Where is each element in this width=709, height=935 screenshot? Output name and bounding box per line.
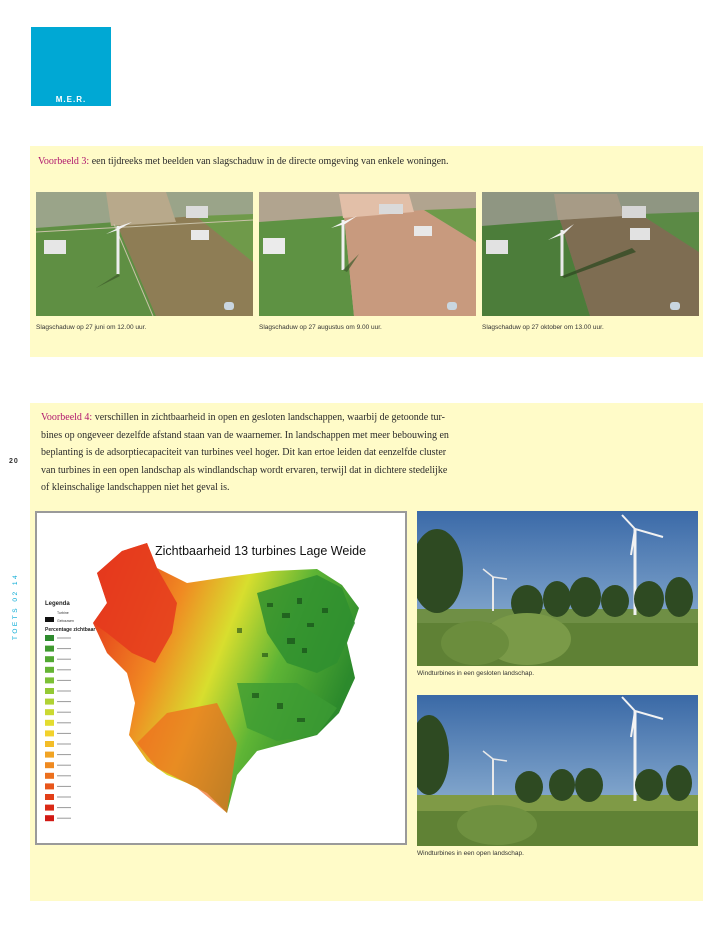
- legend-swatch: [45, 773, 54, 779]
- shadow-photo-august: [259, 192, 476, 316]
- map-title: Zichtbaarheid 13 turbines Lage Weide: [155, 544, 367, 558]
- example-3-text: een tijdreeks met beelden van slagschaduw in de directe omgeving van enkele woningen.: [89, 156, 449, 167]
- photo-caption-june: Slagschaduw op 27 juni om 12.00 uur.: [36, 324, 147, 331]
- legend-swatch: [45, 635, 54, 641]
- legend-swatch: [45, 794, 54, 800]
- legend-swatch: [45, 783, 54, 789]
- closed-landscape-caption: Windturbines in een gesloten landschap.: [417, 670, 535, 677]
- open-landscape-caption: Windturbines in een open landschap.: [417, 850, 524, 857]
- page-number: 20: [9, 458, 19, 465]
- legend-swatches: [45, 635, 71, 821]
- legend-swatch: [45, 646, 54, 652]
- example-3-lead: Voorbeeld 3:: [38, 156, 90, 167]
- legend-swatch: [45, 805, 54, 811]
- legend-swatch: [45, 677, 54, 683]
- legend-swatch: [45, 656, 54, 662]
- legend-swatch: [45, 667, 54, 673]
- legend-swatch: [45, 709, 54, 715]
- legend-swatch: [45, 762, 54, 768]
- legend-swatch: [45, 730, 54, 736]
- legend-swatch: [45, 752, 54, 758]
- example-4-intro: [41, 409, 491, 497]
- legend-title: Legenda: [45, 601, 70, 607]
- example-4-line-1: Voorbeeld 4: verschillen in zichtbaarheid in open en gesloten landschappen, waarbij de getoonde tur-: [41, 412, 445, 423]
- open-landscape-photo: [417, 695, 698, 850]
- closed-landscape-photo: [417, 511, 698, 666]
- visibility-map: [35, 511, 407, 845]
- section-tab-label: M.E.R.: [55, 95, 87, 104]
- example-4-line-3: beplanting is de adsorptiecapaciteit van turbines veel hoger. Dit kan ertoe leiden dat eenzelfde cluster: [41, 447, 447, 458]
- legend-turbine: Turbine: [57, 611, 69, 615]
- shadow-photo-june: [36, 192, 253, 316]
- example-3-intro: [38, 153, 678, 171]
- legend-swatch: [45, 688, 54, 694]
- legend-swatch: [45, 699, 54, 705]
- legend-swatch: [45, 815, 54, 821]
- photo-caption-august: Slagschaduw op 27 augustus om 9.00 uur.: [259, 324, 382, 331]
- example-4-line-2: bines op ongeveer dezelfde afstand staan van de waarnemer. In landschappen met meer bebouwing en: [41, 429, 449, 441]
- photo-caption-october: Slagschaduw op 27 oktober om 13.00 uur.: [482, 324, 604, 331]
- example-4-lead: Voorbeeld 4:: [41, 412, 93, 423]
- legend-swatch: [45, 720, 54, 726]
- example-4-line-5: of kleinschalige landschappen niet het geval is.: [41, 482, 230, 493]
- legend-swatch: [45, 741, 54, 747]
- shadow-photo-october: [482, 192, 699, 316]
- legend-percentage-label: Percentage zichtbaar: [45, 627, 96, 633]
- running-title: TOETS 02 14: [12, 572, 19, 640]
- example-4-line-4: van turbines in een open landschap als windlandschap wordt ervaren, terwijl dat in dichtere stedelijke: [41, 464, 448, 476]
- section-tab: [31, 27, 111, 106]
- legend-buildings: Gebouwen: [57, 619, 74, 623]
